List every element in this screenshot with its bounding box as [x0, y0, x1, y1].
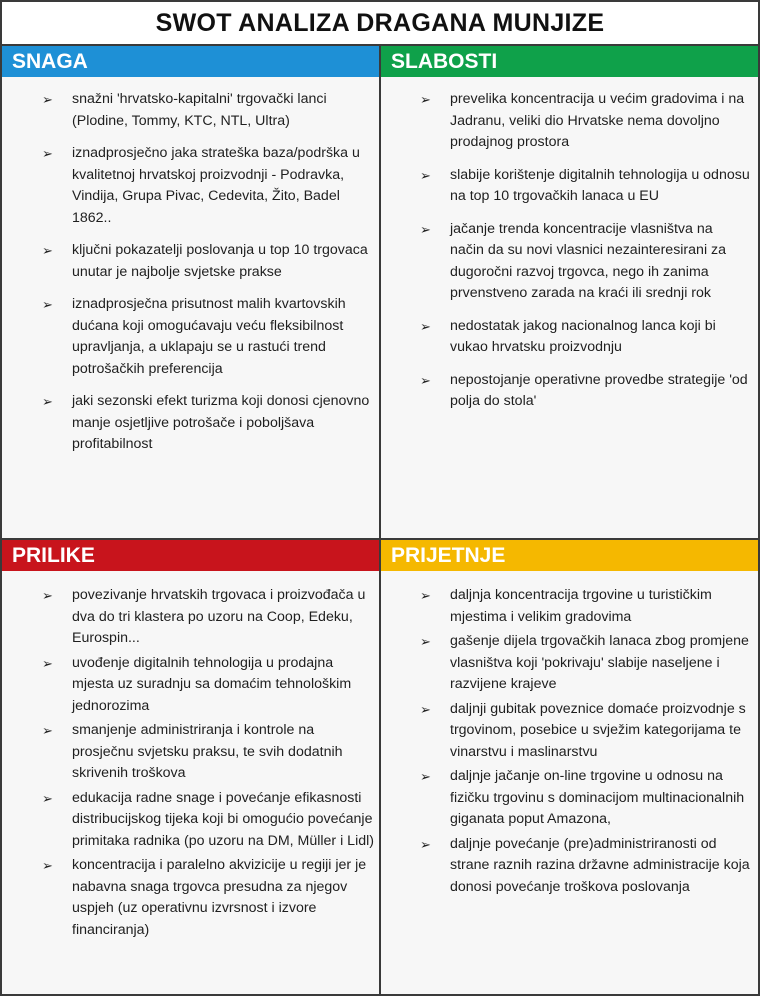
- list-item-text: iznadprosječna prisutnost malih kvartovskih dućana koji omogućavaju veću fleksibilnost upravljanja, a uklapaju se u rastući trend potrošačkih preferencija: [72, 296, 346, 377]
- list-item-text: ključni pokazatelji poslovanja u top 10 trgovaca unutar je najbolje svjetske prakse: [72, 242, 368, 280]
- list-item-text: daljnje jačanje on-line trgovine u odnosu na fizičku trgovinu s dominacijom multinacionalnih giganata poput Amazona,: [450, 768, 745, 827]
- list-item: [42, 855, 374, 941]
- list-item-text: prevelika koncentracija u većim gradovima i na Jadranu, veliki dio Hrvatske nema dovoljno prodajnog prostora: [450, 91, 745, 150]
- snaga-list: [42, 89, 372, 467]
- list-item-text: gašenje dijela trgovačkih lanaca zbog promjene vlasništva koji 'pokrivaju' slabije naseljene i razvijene krajeve: [450, 633, 749, 692]
- list-item: [420, 766, 752, 831]
- list-item: [420, 165, 750, 208]
- prilike-list: [42, 585, 374, 944]
- list-item-text: jaki sezonski efekt turizma koji donosi cjenovno manje osjetljive potrošače i poboljšava profitabilnost: [72, 393, 370, 452]
- list-item: [420, 699, 752, 764]
- list-item: [42, 653, 374, 718]
- arrow-bullet-icon: ➢: [42, 790, 53, 806]
- arrow-bullet-icon: ➢: [420, 769, 431, 784]
- arrow-bullet-icon: ➢: [420, 836, 431, 852]
- arrow-bullet-icon: ➢: [42, 588, 53, 603]
- arrow-bullet-icon: ➢: [42, 92, 53, 107]
- list-item: [420, 370, 750, 413]
- arrow-bullet-icon: ➢: [42, 655, 53, 671]
- list-item: [42, 240, 372, 283]
- list-item: [420, 834, 752, 899]
- list-item: [420, 316, 750, 359]
- list-item-text: smanjenje administriranja i kontrole na prosječnu svjetsku praksu, te svih dodatnih skrivenih troškova: [72, 722, 343, 781]
- list-item-text: nepostojanje operativne provedbe strategije 'od polja do stola': [450, 371, 748, 409]
- arrow-bullet-icon: ➢: [420, 318, 431, 334]
- list-item-text: daljnji gubitak poveznice domaće proizvodnje s trgovinom, posebice u svježim kategorijama te vinarstvu i maslinarstvu: [450, 700, 746, 760]
- arrow-bullet-icon: ➢: [42, 243, 53, 258]
- list-item: [42, 720, 374, 785]
- list-item: [420, 631, 752, 696]
- list-item-text: edukacija radne snage i povećanje efikasnosti distribucijskog tijeka koji bi omogućio povećanje primitaka radnika (po uzoru na DM, Müller i Lidl): [72, 789, 374, 849]
- list-item-text: jačanje trenda koncentracije vlasništva na način da su novi vlasnici nezainteresirani za dugoročni razvoj trgovca, nego ih zanima prvenstveno zarada na kraći ili srednji rok: [450, 220, 727, 301]
- list-item: [42, 143, 372, 229]
- slabosti-list: [420, 89, 750, 424]
- arrow-bullet-icon: ➢: [42, 297, 53, 312]
- arrow-bullet-icon: ➢: [42, 146, 53, 161]
- arrow-bullet-icon: ➢: [420, 634, 431, 649]
- list-item-text: uvođenje digitalnih tehnologija u prodajna mjesta uz suradnju sa domaćim tehnološkim jednorozima: [72, 654, 352, 714]
- arrow-bullet-icon: ➢: [420, 372, 431, 388]
- list-item-text: nedostatak jakog nacionalnog lanca koji bi vukao hrvatsku proizvodnju: [450, 317, 716, 355]
- arrow-bullet-icon: ➢: [420, 221, 431, 237]
- arrow-bullet-icon: ➢: [420, 701, 431, 717]
- arrow-bullet-icon: ➢: [42, 858, 53, 873]
- list-item-text: koncentracija i paralelno akvizicije u regiji jer je nabavna snaga trgovca presudna za njegov uspjeh (uz operativnu izvrsnost i izvore financiranja): [72, 857, 367, 938]
- list-item-text: daljnja koncentracija trgovine u turističkim mjestima i velikim gradovima: [450, 587, 712, 625]
- list-item: [420, 219, 750, 305]
- arrow-bullet-icon: ➢: [42, 723, 53, 738]
- prijetnje-list: [420, 585, 752, 901]
- list-item: [42, 585, 374, 650]
- prijetnje-heading: PRIJETNJE: [381, 540, 758, 571]
- list-item-text: slabije korištenje digitalnih tehnologija u odnosu na top 10 trgovačkih lanaca u EU: [450, 166, 750, 204]
- list-item-text: iznadprosječno jaka strateška baza/podrška u kvalitetnoj hrvatskoj proizvodnji - Podravka, Vindija, Grupa Pivac, Cedevita, Žito, Badel 1862..: [72, 145, 360, 226]
- vertical-divider: [379, 46, 381, 996]
- list-item: [420, 585, 752, 628]
- arrow-bullet-icon: ➢: [420, 92, 431, 107]
- slabosti-heading: SLABOSTI: [381, 46, 758, 77]
- arrow-bullet-icon: ➢: [420, 167, 431, 183]
- list-item: [420, 89, 750, 154]
- list-item-text: daljnje povećanje (pre)administriranosti od strane raznih razina državne administracije koja donosi povećanje troškova poslovanja: [450, 835, 750, 895]
- list-item: [42, 391, 372, 456]
- list-item: [42, 788, 374, 853]
- snaga-heading: SNAGA: [2, 46, 379, 77]
- list-item: [42, 89, 372, 132]
- list-item: [42, 294, 372, 380]
- list-item-text: snažni 'hrvatsko-kapitalni' trgovački lanci (Plodine, Tommy, KTC, NTL, Ultra): [72, 91, 327, 129]
- prilike-heading: PRILIKE: [2, 540, 379, 571]
- arrow-bullet-icon: ➢: [42, 394, 53, 409]
- arrow-bullet-icon: ➢: [420, 588, 431, 603]
- page-title: SWOT ANALIZA DRAGANA MUNJIZE: [2, 2, 758, 46]
- list-item-text: povezivanje hrvatskih trgovaca i proizvođača u dva do tri klastera po uzoru na Coop, Edeku, Eurospin...: [72, 587, 366, 646]
